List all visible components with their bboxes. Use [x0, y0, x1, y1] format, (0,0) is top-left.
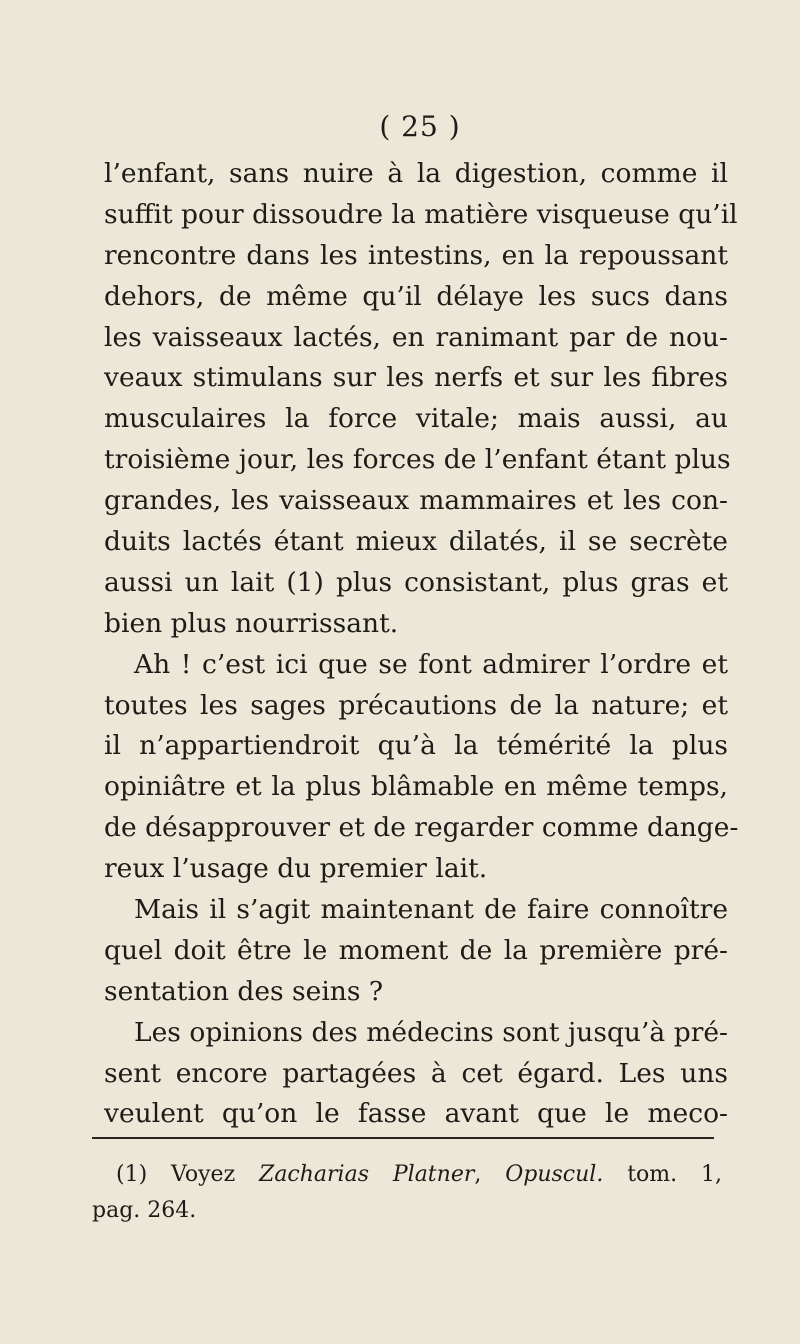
text-line: Les opinions des médecins sont jusqu’à pré-	[134, 1016, 728, 1048]
footnote-line: pag. 264.	[92, 1198, 197, 1223]
footnote-volume: tom. 1,	[627, 1162, 722, 1187]
text-line: rencontre dans les intestins, en la repoussant	[104, 239, 728, 271]
footnote	[92, 1157, 722, 1229]
text-line: Mais il s’agit maintenant de faire connoître	[134, 894, 728, 926]
text-line: toutes les sages précautions de la nature; et	[104, 689, 728, 721]
text-line: quel doit être le moment de la première pré-	[104, 934, 728, 966]
text-line: l’enfant, sans nuire à la digestion, comme il	[104, 158, 728, 189]
text-line: Ah ! c’est ici que se font admirer l’ordre et	[134, 648, 728, 680]
text-line: sent encore partagées à cet égard. Les uns	[104, 1057, 728, 1089]
page-number: ( 25 )	[379, 110, 461, 143]
footnote-marker: (1) Voyez	[116, 1162, 236, 1187]
footnote-work: Opuscul.	[505, 1162, 604, 1187]
text-line: les vaisseaux lactés, en ranimant par de nou-	[104, 321, 728, 353]
footnote-author: Zacharias Platner	[259, 1162, 475, 1187]
text-line: suffit pour dissoudre la matière visqueuse qu’il	[104, 198, 738, 230]
text-line: troisième jour, les forces de l’enfant étant plus	[104, 444, 731, 476]
text-line: il n’appartiendroit qu’à la témérité la plus	[104, 730, 728, 762]
text-line: sentation des seins ?	[104, 975, 384, 1007]
text-line: de désapprouver et de regarder comme dange-	[104, 812, 739, 844]
text-line: bien plus nourrissant.	[104, 607, 399, 639]
text-line: veulent qu’on le fasse avant que le meco-	[104, 1098, 728, 1130]
footnote-line	[92, 1157, 722, 1193]
text-line: musculaires la force vitale; mais aussi, au	[104, 403, 728, 435]
text-line: grandes, les vaisseaux mammaires et les con-	[104, 485, 728, 517]
text-line: dehors, de même qu’il délaye les sucs dans	[104, 280, 728, 312]
footnote-separator: ,	[474, 1162, 482, 1187]
body-text	[104, 154, 739, 1135]
text-line: opiniâtre et la plus blâmable en même temps,	[104, 771, 728, 803]
text-line: veaux stimulans sur les nerfs et sur les fibres	[104, 362, 728, 394]
text-line: aussi un lait (1) plus consistant, plus gras et	[104, 566, 728, 598]
footnote-rule	[92, 1137, 714, 1139]
text-line: duits lactés étant mieux dilatés, il se secrète	[104, 526, 728, 558]
text-line: reux l’usage du premier lait.	[104, 853, 488, 885]
